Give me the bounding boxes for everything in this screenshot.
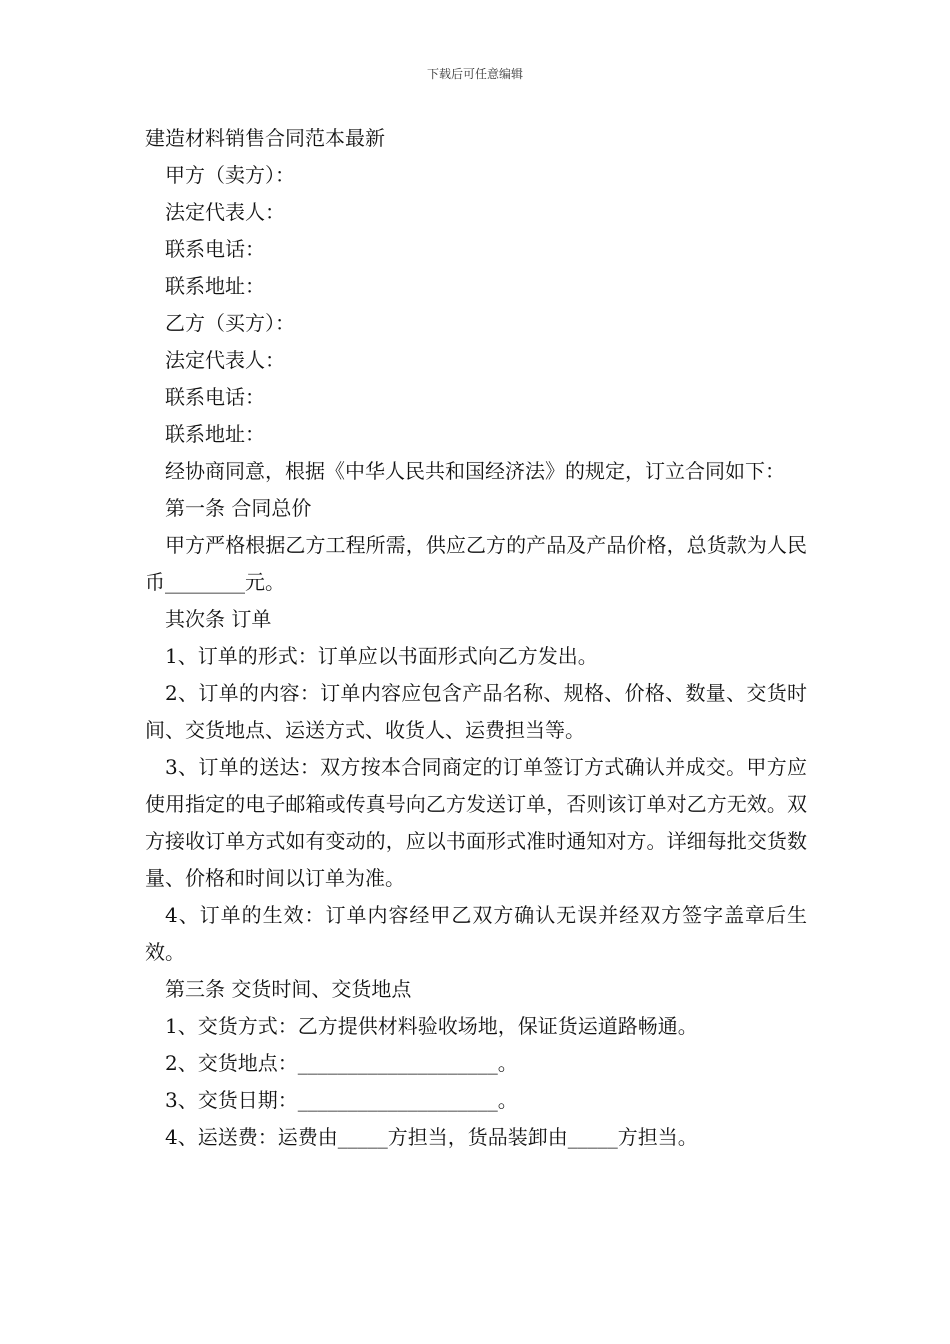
intro-paragraph: 经协商同意，根据《中华人民共和国经济法》的规定，订立合同如下： <box>165 459 785 483</box>
document-body <box>145 120 807 1156</box>
article-1-title: 第一条 合同总价 <box>165 496 312 520</box>
article-3-item-2: 2、交货地点：____________________。 <box>165 1051 518 1075</box>
party-a-address: 联系地址： <box>165 274 265 298</box>
party-a-phone: 联系电话： <box>165 237 265 261</box>
document-title: 建造材料销售合同范本最新 <box>145 126 385 150</box>
party-b-representative: 法定代表人： <box>165 348 285 372</box>
article-2-item-2: 2、订单的内容：订单内容应包含产品名称、规格、价格、数量、交货时间、交货地点、运送方式、收货人、运费担当等。 <box>145 681 807 742</box>
article-2-title: 其次条 订单 <box>165 607 272 631</box>
article-3-title: 第三条 交货时间、交货地点 <box>165 977 412 1001</box>
party-b-address: 联系地址： <box>165 422 265 446</box>
article-2-item-1: 1、订单的形式：订单应以书面形式向乙方发出。 <box>165 644 598 668</box>
party-a-representative: 法定代表人： <box>165 200 285 224</box>
article-1-body: 甲方严格根据乙方工程所需，供应乙方的产品及产品价格，总货款为人民币________元。 <box>145 533 807 594</box>
party-b-phone: 联系电话： <box>165 385 265 409</box>
party-b-heading: 乙方（买方）： <box>165 311 295 335</box>
article-2-item-4: 4、订单的生效：订单内容经甲乙双方确认无误并经双方签字盖章后生效。 <box>145 903 807 964</box>
article-3-item-3: 3、交货日期：____________________。 <box>165 1088 518 1112</box>
page-header-note: 下载后可任意编辑 <box>426 67 523 81</box>
party-a-heading: 甲方（卖方）： <box>165 163 295 187</box>
article-3-item-1: 1、交货方式：乙方提供材料验收场地，保证货运道路畅通。 <box>165 1014 698 1038</box>
article-2-item-3: 3、订单的送达：双方按本合同商定的订单签订方式确认并成交。甲方应使用指定的电子邮箱或传真号向乙方发送订单，否则该订单对乙方无效。双方接收订单方式如有变动的，应以书面形式准时通知对方。详细每批交货数量、价格和时间以订单为准。 <box>145 755 807 890</box>
article-3-item-4: 4、运送费：运费由_____方担当，货品装卸由_____方担当。 <box>165 1125 698 1149</box>
